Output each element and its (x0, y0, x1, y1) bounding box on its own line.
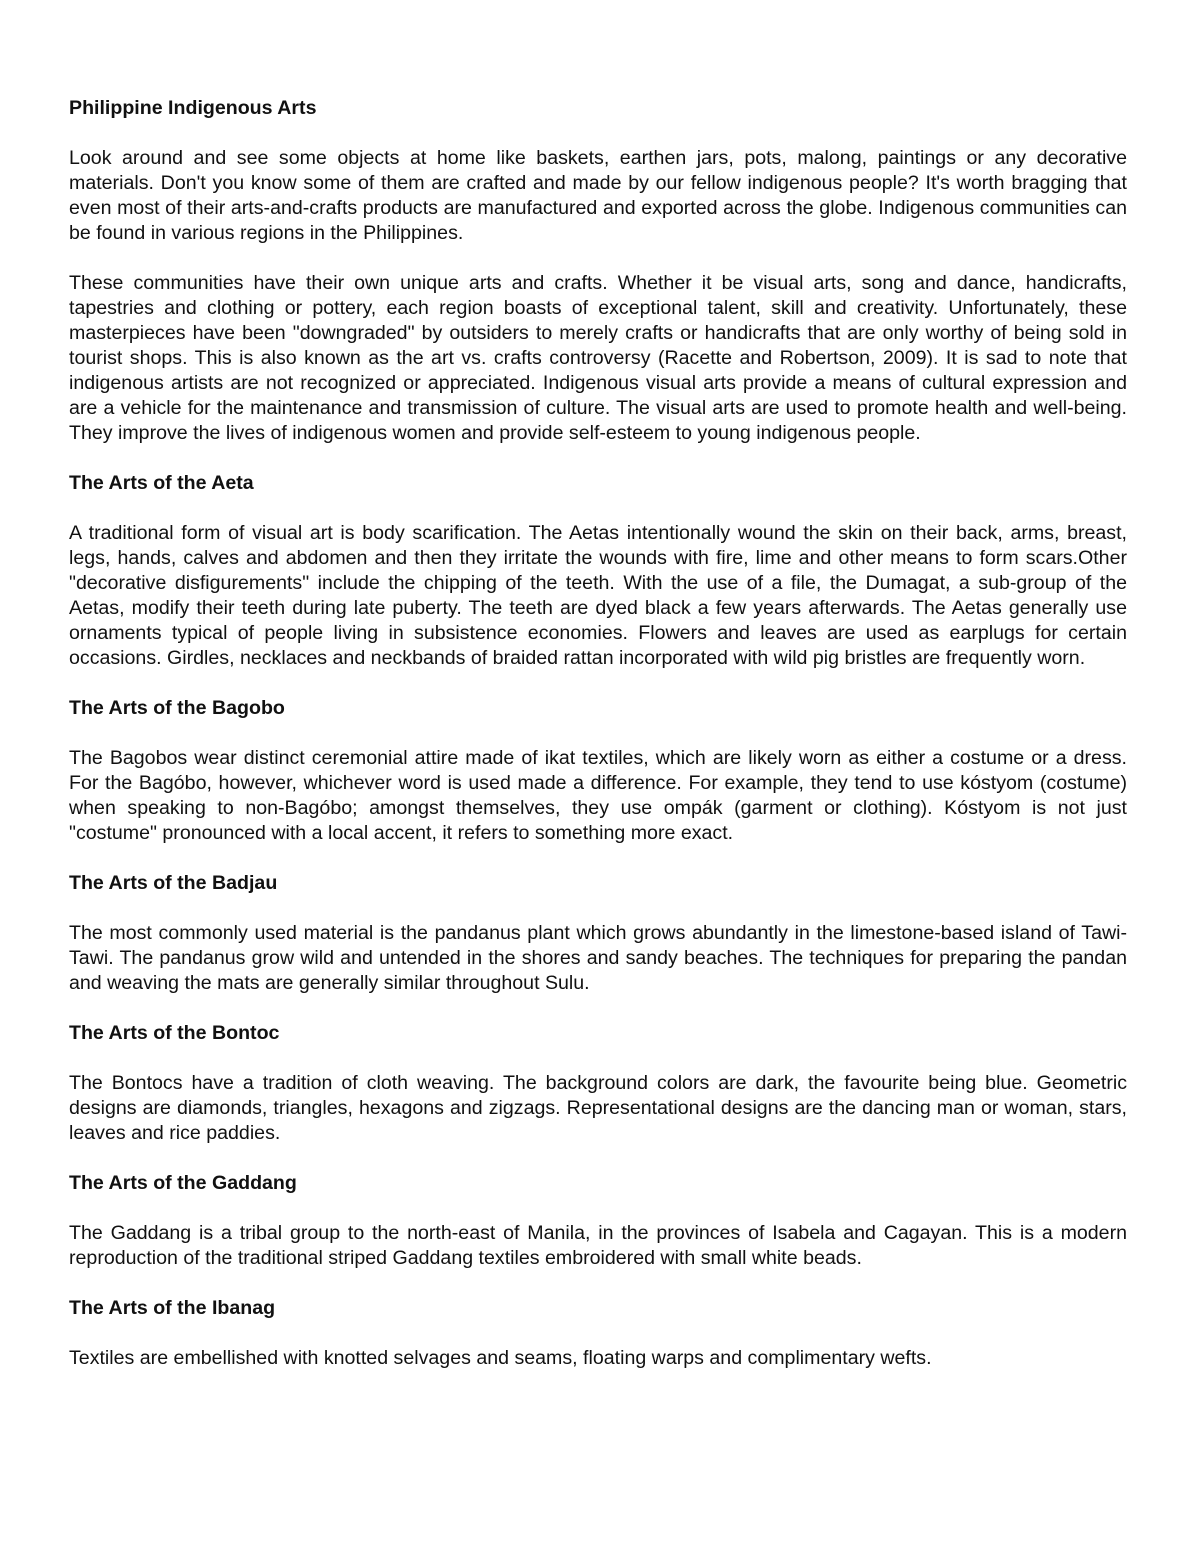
document-title: Philippine Indigenous Arts (69, 97, 317, 119)
intro-paragraph-2: These communities have their own unique arts and crafts. Whether it be visual arts, song and dance, handicrafts, tapestries and clothing or pottery, each region boasts of exceptional talent, skill and creativity. Unfortunately, these masterpieces have been "downgraded" by outsiders to merely crafts or handicrafts that are only worthy of being sold in tourist shops. This is also known as the art vs. crafts controversy (Racette and Robertson, 2009). It is sad to note that indigenous artists are not recognized or appreciated. Indigenous visual arts provide a means of cultural expression and are a vehicle for the maintenance and transmission of culture. The visual arts are used to promote health and well-being. They improve the lives of indigenous women and provide self-esteem to young indigenous people. (69, 272, 1127, 444)
section-heading-aeta: The Arts of the Aeta (69, 472, 254, 494)
section-body-bagobo: The Bagobos wear distinct ceremonial attire made of ikat textiles, which are likely worn as either a costume or a dress. For the Bagóbo, however, whichever word is used made a difference. For example, they tend to use kóstyom (costume) when speaking to non-Bagóbo; amongst themselves, they use ompák (garment or clothing). Kóstyom is not just "costume" pronounced with a local accent, it refers to something more exact. (69, 747, 1127, 844)
intro-paragraph-1: Look around and see some objects at home like baskets, earthen jars, pots, malong, paintings or any decorative materials. Don't you know some of them are crafted and made by our fellow indigenous people? It's worth bragging that even most of their arts-and-crafts products are manufactured and exported across the globe. Indigenous communities can be found in various regions in the Philippines. (69, 147, 1127, 244)
section-body-gaddang: The Gaddang is a tribal group to the north-east of Manila, in the provinces of Isabela and Cagayan. This is a modern reproduction of the traditional striped Gaddang textiles embroidered with small white beads. (69, 1222, 1127, 1269)
section-body-aeta: A traditional form of visual art is body scarification. The Aetas intentionally wound the skin on their back, arms, breast, legs, hands, calves and abdomen and then they irritate the wounds with fire, lime and other means to form scars.Other "decorative disfigurements" include the chipping of the teeth. With the use of a file, the Dumagat, a sub-group of the Aetas, modify their teeth during late puberty. The teeth are dyed black a few years afterwards. The Aetas generally use ornaments typical of people living in subsistence economies. Flowers and leaves are used as earplugs for certain occasions. Girdles, necklaces and neckbands of braided rattan incorporated with wild pig bristles are frequently worn. (69, 522, 1127, 669)
section-heading-bontoc: The Arts of the Bontoc (69, 1022, 280, 1044)
section-heading-bagobo: The Arts of the Bagobo (69, 697, 285, 719)
section-body-bontoc: The Bontocs have a tradition of cloth weaving. The background colors are dark, the favourite being blue. Geometric designs are diamonds, triangles, hexagons and zigzags. Representational designs are the dancing man or woman, stars, leaves and rice paddies. (69, 1072, 1127, 1144)
section-body-badjau: The most commonly used material is the pandanus plant which grows abundantly in the limestone-based island of Tawi-Tawi. The pandanus grow wild and untended in the shores and sandy beaches. The techniques for preparing the pandan and weaving the mats are generally similar throughout Sulu. (69, 922, 1127, 994)
document-page (69, 96, 1127, 1396)
section-heading-badjau: The Arts of the Badjau (69, 872, 278, 894)
section-heading-ibanag: The Arts of the Ibanag (69, 1297, 276, 1319)
section-heading-gaddang: The Arts of the Gaddang (69, 1172, 297, 1194)
section-body-ibanag: Textiles are embellished with knotted selvages and seams, floating warps and complimentary wefts. (69, 1347, 932, 1369)
